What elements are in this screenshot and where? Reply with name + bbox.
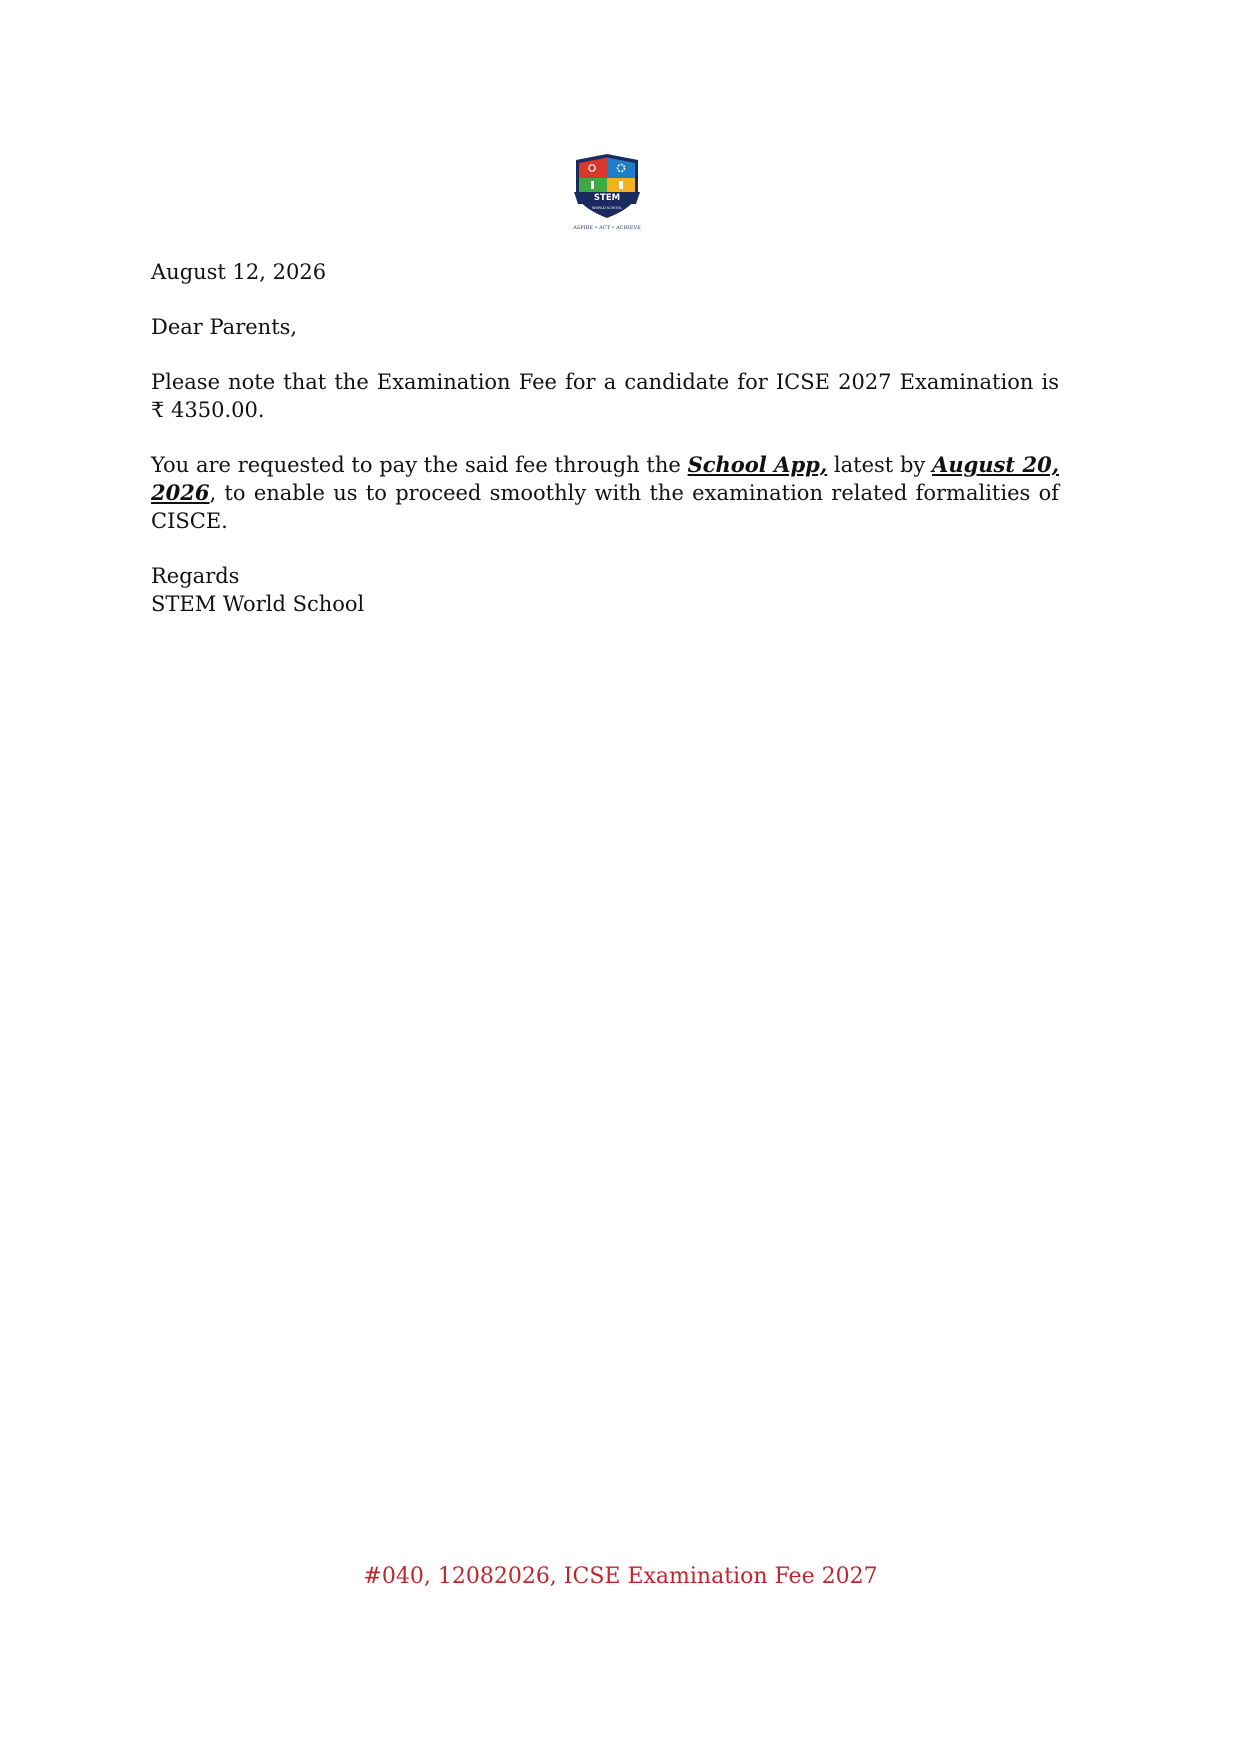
letter-closing: Regards bbox=[151, 564, 240, 588]
letter-signature: STEM World School bbox=[151, 592, 365, 616]
letter-body bbox=[151, 258, 1059, 645]
fee-paragraph: Please note that the Examination Fee for a candidate for ICSE 2027 Examination is ₹ 4350.00. bbox=[151, 370, 1059, 422]
logo-tagline: ASPIRE • ACT • ACHIEVE bbox=[573, 225, 641, 231]
logo-name: STEM bbox=[593, 193, 621, 203]
school-app-link: School App, bbox=[687, 452, 828, 477]
document-reference: #040, 12082026, ICSE Examination Fee 2027 bbox=[363, 1564, 878, 1589]
payment-text-end: , to enable us to proceed smoothly with the examination related formalities of CISCE. bbox=[151, 481, 1059, 533]
payment-deadline: August 20, 2026 bbox=[151, 452, 1060, 505]
school-logo bbox=[570, 152, 644, 232]
payment-text-start: You are requested to pay the said fee through the bbox=[151, 453, 688, 477]
letter-signoff bbox=[151, 562, 1059, 618]
letter-salutation: Dear Parents, bbox=[151, 315, 298, 339]
payment-text-middle: latest by bbox=[827, 453, 933, 477]
letter-date: August 12, 2026 bbox=[151, 260, 327, 284]
payment-paragraph bbox=[151, 451, 1059, 535]
school-crest-icon bbox=[570, 152, 644, 232]
logo-subname: WORLD SCHOOL bbox=[592, 206, 622, 210]
